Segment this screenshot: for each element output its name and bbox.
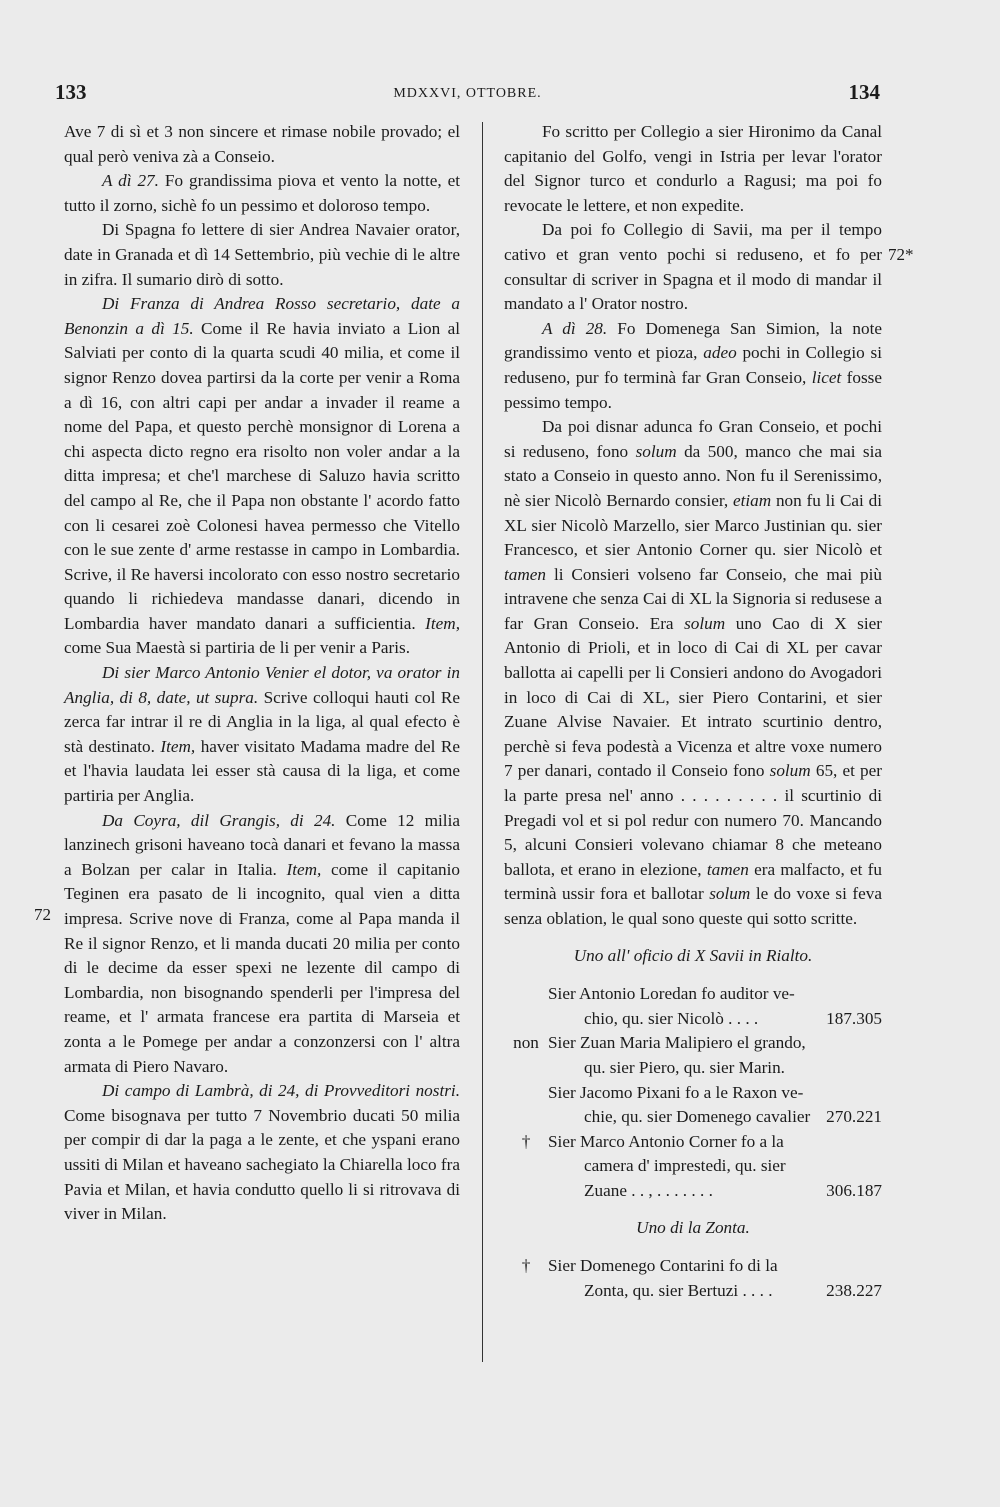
right-column: [504, 120, 882, 1303]
candidate-line: qu. sier Piero, qu. sier Marin.: [584, 1057, 785, 1077]
paragraph: Di Spagna fo lettere di sier Andrea Navaier orator, date in Granada et dì 14 Settembrio, più vechie di le altre in zifra. Il sumario dirò di sotto.: [64, 220, 460, 289]
item-word: Item,: [160, 736, 196, 756]
candidate-entry: [504, 1081, 882, 1130]
paragraph-text: haver visitato Madama madre del Re et l'havia laudata lei esser stà causa di la liga, et come partiria per Anglia.: [64, 736, 460, 806]
elected-dagger-icon: †: [521, 1256, 531, 1276]
candidate-entry: [504, 1031, 882, 1080]
paragraph: Da poi fo Collegio di Savii, ma per il tempo cativo et gran vento pochi si reduseno, et fo per consultar di scriver in Spagna et il modo di mandar il mandato a l' Orator nostro.: [504, 220, 882, 314]
vote-count: 238.227: [826, 1280, 882, 1300]
paragraph: [64, 169, 460, 218]
paragraph-text: da 500, manco che mai sia stato a Conseio in questo anno. Non fu il Serenissimo, nè sier Nicolò Bernardo consier,: [504, 441, 882, 510]
latin-word: adeo: [703, 343, 737, 363]
paragraph-text: non fu li Cai di XL sier Nicolò Marzello, sier Marco Justinian qu. sier Francesco, et sier Antonio Corner qu. sier Nicolò et: [504, 490, 882, 560]
letter-heading: Di campo di Lambrà, di 24, di Provveditori nostri.: [102, 1081, 460, 1101]
paragraph-text: Come 12 milia lanzinech grisoni haveano tocà danari et fevano la massa a Bolzan per calar in Italia.: [64, 810, 460, 879]
paragraph-text: Da poi disnar adunca fo Gran Conseio, et pochi si reduseno, fono: [504, 417, 882, 461]
latin-word: etiam: [732, 490, 772, 510]
page-header: [55, 80, 880, 110]
candidate-line: Sier Marco Antonio Corner fo a la: [548, 1131, 784, 1151]
elected-dagger-icon: †: [521, 1131, 531, 1151]
paragraph-text: li Consieri volseno far Conseio, che mai più intravene che senza Cai di XL la Signoria si redusese a far Gran Conseio. Era: [504, 564, 882, 633]
paragraph: [64, 1079, 460, 1227]
vote-count: 270.221: [826, 1107, 882, 1127]
margin-note-left: 72: [34, 905, 51, 924]
item-word: Item,: [425, 613, 460, 633]
candidate-line: [548, 1179, 882, 1204]
entry-mark: non: [513, 1033, 539, 1053]
letter-heading: Da Coyra, dil Grangis, di 24.: [102, 810, 336, 830]
paragraph: Ave 7 di sì et 3 non sincere et rimase nobile provado; el qual però veniva zà a Conseio.: [64, 122, 460, 166]
latin-word: solum: [635, 441, 677, 461]
latin-word: solum: [709, 884, 751, 904]
paragraph-text: Come il Re havia inviato a Lion al Salviati per conto di la quarta scudi 40 milia, et come il signor Renzo dovea partirsi da la corte per venir a Roma a dì 16, con altri capi per andar a invader il reame a nome del Papa, et questo perchè monsignor di Lorena a chi aspecta dicto regno era risolto non voler andar a la ditta impresa; et che'l marchese di Saluzo havia scritto del campo al Re, che il Papa non obstante l' acordo fatto con li cesarei zoè Colonesi havea permesso che Vitello con le sue zente d' arme restasse in campo in Lombardia. Scrive, il Re haversi incolorato con esso nostro secretario quando li richiedeva mandasse danari, dicendo in Lombardia haver mandato danari a sufficientia.: [64, 318, 460, 633]
latin-word: tamen: [706, 859, 749, 879]
paragraph: [504, 415, 882, 931]
letter-heading: Di sier Marco Antonio Venier el dotor, va orator in Anglia, di 8, date, ut supra.: [64, 663, 460, 707]
paragraph: [64, 661, 460, 809]
paragraph-text: Fo Domenega San Simion, la note grandissimo vento et pioza,: [504, 318, 883, 363]
running-title: MDXXVI, OTTOBRE.: [393, 86, 542, 101]
date-heading: A dì 28.: [542, 318, 608, 338]
paragraph: Fo scritto per Collegio a sier Hironimo da Canal capitanio del Golfo, vengi in Istria per levar l'orator del Signor turco et condurlo a Ragusi; ma poi fo revocate le lettere, et non expedite.: [504, 122, 882, 215]
latin-word: licet: [811, 367, 842, 387]
candidate-entry: [504, 1254, 882, 1303]
candidate-line: Sier Zuan Maria Malipiero el grando,: [548, 1033, 806, 1053]
paragraph-text: era malfacto, et fu terminà ussir fora et ballotar: [504, 859, 883, 904]
paragraph-text: 65, et per la parte presa nel' anno . . . . . . . . . il scurtinio di Pregadi vol et si pol redur con numero 70. Mancando 5, alcuni Consieri volevano chiamar 8 che meteano ballota, et erano in elezione,: [504, 761, 882, 879]
latin-word: solum: [684, 613, 726, 633]
date-heading: A dì 27.: [102, 171, 159, 191]
vote-count: 187.305: [826, 1008, 882, 1028]
paragraph-text: le do voxe si feva senza oblation, le qual sono queste qui sotto scritte.: [504, 884, 882, 928]
letter-heading: Di Franza di Andrea Rosso secretario, date a Benonzin a dì 15.: [64, 294, 460, 338]
page-number-left: 133: [55, 80, 87, 104]
paragraph-text: come Sua Maestà si partiria de li per venir a Paris.: [64, 638, 411, 658]
candidate-line: Sier Antonio Loredan fo auditor ve-: [548, 984, 795, 1004]
latin-word: solum: [769, 761, 811, 781]
left-column: [64, 120, 460, 1227]
paragraph-text: fosse pessimo tempo.: [504, 367, 882, 412]
election-heading: Uno di la Zonta.: [636, 1217, 750, 1237]
paragraph: [64, 809, 460, 1080]
vote-count: 306.187: [826, 1180, 882, 1200]
candidate-line: [548, 1007, 882, 1032]
candidate-line: Sier Domenego Contarini fo di la: [548, 1256, 778, 1276]
paragraph-text: Fo grandissima piova et vento la notte, et tutto il zorno, sichè fo un pessimo et doloroso tempo.: [64, 171, 460, 215]
paragraph-text: pochi in Collegio si reduseno, pur fo terminà far Gran Conseio,: [504, 343, 882, 387]
paragraph-text: come il capitanio Teginen era pasato de li incognito, qual vien a ditta impresa. Scrive nove di Franza, come al Papa manda il Re il signor Renzo, et li manda ducati 20 milia per conto di le decime da esser spexi ne lezente dil campo di Lombardia, non bisognando spenderli per l'impresa del reame, et l' armata francese era partita di Marseia et zonta a le Pomege per andar a conzonzersi con l' altra armata di Piero Navaro.: [64, 859, 460, 1076]
candidate-line: Sier Jacomo Pixani fo a le Raxon ve-: [548, 1082, 804, 1102]
candidate-entry: [504, 982, 882, 1031]
candidate-line: [548, 1105, 882, 1130]
candidate-text: Zuane . . , . . . . . . .: [584, 1180, 713, 1200]
item-word: Item,: [286, 859, 322, 879]
paragraph-text: Come bisognava per tutto 7 Novembrio ducati 50 milia per compir di dar la paga a le zente, et che yspani erano ussiti di Milan et haveano sachegiato la Chiarella loco fra Pavia et Milan, et havia condutto quello li si ritrovava di viver in Milan.: [64, 1105, 460, 1224]
margin-note-right: 72*: [888, 245, 914, 264]
candidate-line: [548, 1279, 882, 1304]
candidate-text: Zonta, qu. sier Bertuzi . . . .: [584, 1280, 773, 1300]
paragraph-text: Scrive colloqui hauti col Re zerca far intrar il re di Anglia in la liga, al qual efecto è stà destinato.: [64, 687, 460, 756]
candidate-line: camera d' imprestedi, qu. sier: [584, 1156, 786, 1176]
column-divider: [482, 122, 483, 1362]
candidate-text: chio, qu. sier Nicolò . . . .: [584, 1008, 759, 1028]
candidate-text: chie, qu. sier Domenego cavalier: [584, 1107, 811, 1127]
candidate-entry: [504, 1130, 882, 1204]
paragraph: [64, 292, 460, 661]
page-number-right: 134: [848, 80, 880, 104]
paragraph-text: uno Cao di X sier Antonio di Prioli, et in loco di Cai di XL per cavar ballotta ai capelli per li Consieri andono do Avogadori in loco di Cai di XL, sier Piero Contarini, et sier Zuane Alvise Navaier. Et intrato scurtinio dentro, perchè si feva podestà a Vicenza et altre voxe numero 7 per danari, contado il Conseio fono: [504, 613, 882, 781]
paragraph: [504, 317, 882, 415]
latin-word: tamen: [504, 564, 547, 584]
election-heading: Uno all' oficio di X Savii in Rialto.: [573, 945, 813, 965]
